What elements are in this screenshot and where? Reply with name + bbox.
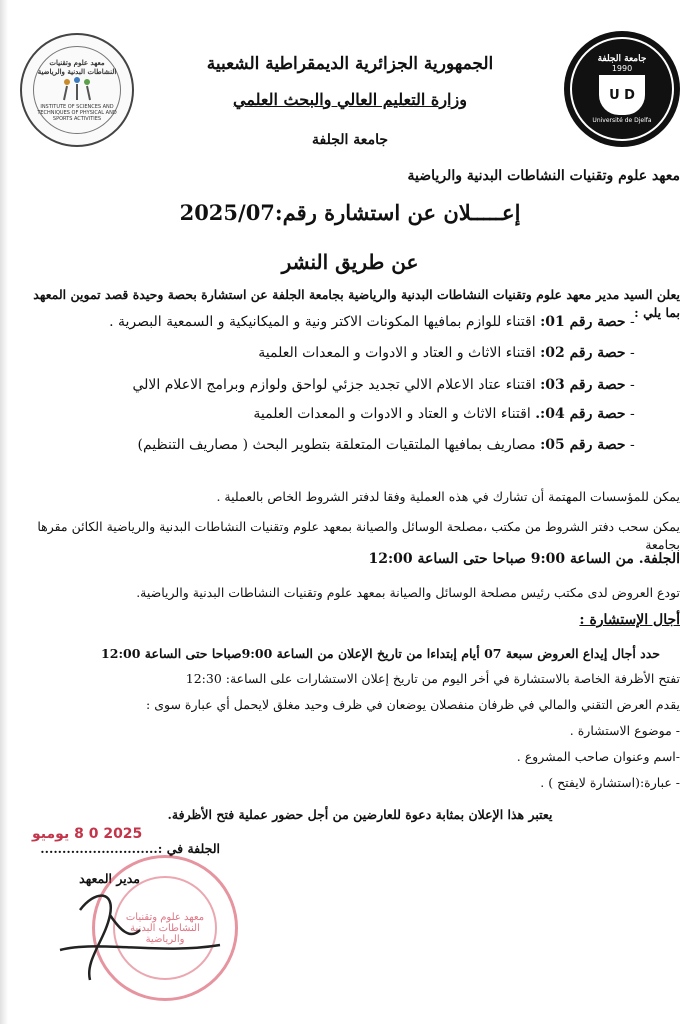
closing-statement: يعتبر هذا الإعلان بمثابة دعوة للعارضين من أجل حضور عملية فتح الأظرفة.	[167, 807, 553, 822]
lot-item	[30, 405, 670, 423]
republic-heading: الجمهورية الجزائرية الديمقراطية الشعبية	[206, 54, 494, 74]
institute-logo-english: INSTITUTE OF SCIENCES AND TECHNIQUES OF PHYSICAL AND SPORTS ACTIVITIES	[37, 104, 117, 122]
lot-text: اقتناء للوازم بمافيها المكونات الاكتر ونية و الميكانيكية و السمعية البصرية .	[109, 314, 536, 330]
intro-paragraph: يعلن السيد مدير معهد علوم وتقنيات النشاطات البدنية والرياضية بجامعة الجلفة عن استشارة بحصة وحيدة قصد تموين المعهد بما يلي :	[33, 287, 680, 320]
university-shield-icon	[599, 75, 645, 115]
university-logo-year: 1990	[611, 64, 633, 73]
lot-dash: -	[630, 406, 635, 422]
announcement-subtitle: عن طريق النشر	[281, 250, 419, 274]
lot-label: حصة رقم 04:.	[535, 406, 626, 422]
lot-label: حصة رقم 05:	[540, 437, 626, 453]
institute-logo-arabic: معهد علوم وتقنيات النشاطات البدنية والرياضية	[37, 58, 117, 76]
lot-text: اقتناء عتاد الاعلام الالي تجديد جزئي لواحق ولوازم وبرامج الاعلام الالي	[132, 377, 536, 393]
lot-item	[30, 436, 670, 454]
lot-label: حصة رقم 01:	[540, 314, 626, 330]
envelope-instructions: يقدم العرض التقني والمالي في ظرفان منفصلان يوضعان في ظرف وحيد مغلق لايحمل أي عبارة سوى :	[146, 697, 680, 712]
lot-text: اقتناء الاثاث و العتاد و الادوات و المعدات العلمية	[258, 345, 536, 361]
scan-edge-shadow	[0, 0, 8, 1024]
lot-dash: -	[630, 437, 635, 453]
lot-label: حصة رقم 02:	[540, 345, 626, 361]
lot-label: حصة رقم 03:	[540, 377, 626, 393]
university-logo	[564, 31, 680, 147]
deadline-opening: تفتح الأظرفة الخاصة بالاستشارة في أخر اليوم من تاريخ إعلان الاستشارات على الساعة: 12:30	[185, 671, 680, 686]
withdrawal-paragraph: يمكن سحب دفتر الشروط من مكتب ،مصلحة الوسائل والصيانة بمعهد علوم وتقنيات النشاطات البدنية والرياضية الكائن مقرها بجامعة	[37, 519, 680, 552]
announcement-title: إعـــــلان عن استشارة رقم:2025/07	[179, 200, 521, 225]
deadlines-heading: أجال الإستشارة :	[579, 612, 680, 628]
envelope-item: -اسم وعنوان صاحب المشروع .	[516, 749, 680, 764]
envelope-item: - عبارة:(استشارة لايفتح ) .	[540, 775, 680, 790]
official-stamp-text: معهد علوم وتقنيات النشاطات البدنية والرياضية	[113, 876, 217, 980]
university-heading: جامعة الجلفة	[312, 132, 388, 148]
lot-item	[30, 344, 670, 362]
institute-logo	[20, 33, 134, 147]
withdrawal-hours: الجلفة. من الساعة 9:00 صباحا حتى الساعة 12:00	[368, 551, 680, 567]
signature-place: الجلفة في :...........................	[40, 841, 220, 856]
lot-text: اقتناء الاثاث و العتاد و الادوات و المعدات العلمية	[253, 406, 531, 422]
date-stamp: 2025 0 8 يوميو	[32, 826, 143, 842]
participation-paragraph: يمكن للمؤسسات المهتمة أن تشارك في هذه العملية وفقا لدفتر الشروط الخاص بالعملية .	[216, 489, 680, 504]
lot-dash: -	[630, 345, 635, 361]
envelope-item: - موضوع الاستشارة .	[569, 723, 680, 738]
lot-item	[30, 376, 670, 394]
university-logo-latin: Université de Djelfa	[592, 117, 652, 124]
lot-item	[30, 313, 670, 331]
ministry-heading: وزارة التعليم العالي والبحث العلمي	[233, 90, 467, 109]
submission-paragraph: تودع العروض لدى مكتب رئيس مصلحة الوسائل والصيانة بمعهد علوم وتقنيات النشاطات البدنية والرياضية.	[136, 585, 680, 600]
institute-heading: معهد علوم وتقنيات النشاطات البدنية والرياضية	[407, 168, 680, 184]
handwritten-signature	[40, 870, 240, 990]
lot-text: مصاريف بمافيها الملتقيات المتعلقة بتطوير البحث ( مصاريف التنظيم)	[137, 437, 536, 453]
athletes-icon	[57, 76, 97, 104]
lot-dash: -	[630, 377, 635, 393]
director-label: مدير المعهد	[79, 871, 140, 886]
university-logo-letters: U D	[609, 87, 635, 103]
deadline-submission: حدد أجال إيداع العروض سبعة 07 أيام إبتداءا من تاريخ الإعلان من الساعة 9:00صباحا حتى الساعة 12:00	[101, 646, 660, 661]
university-logo-arabic: جامعة الجلفة	[597, 54, 647, 64]
lot-dash: -	[630, 314, 635, 330]
